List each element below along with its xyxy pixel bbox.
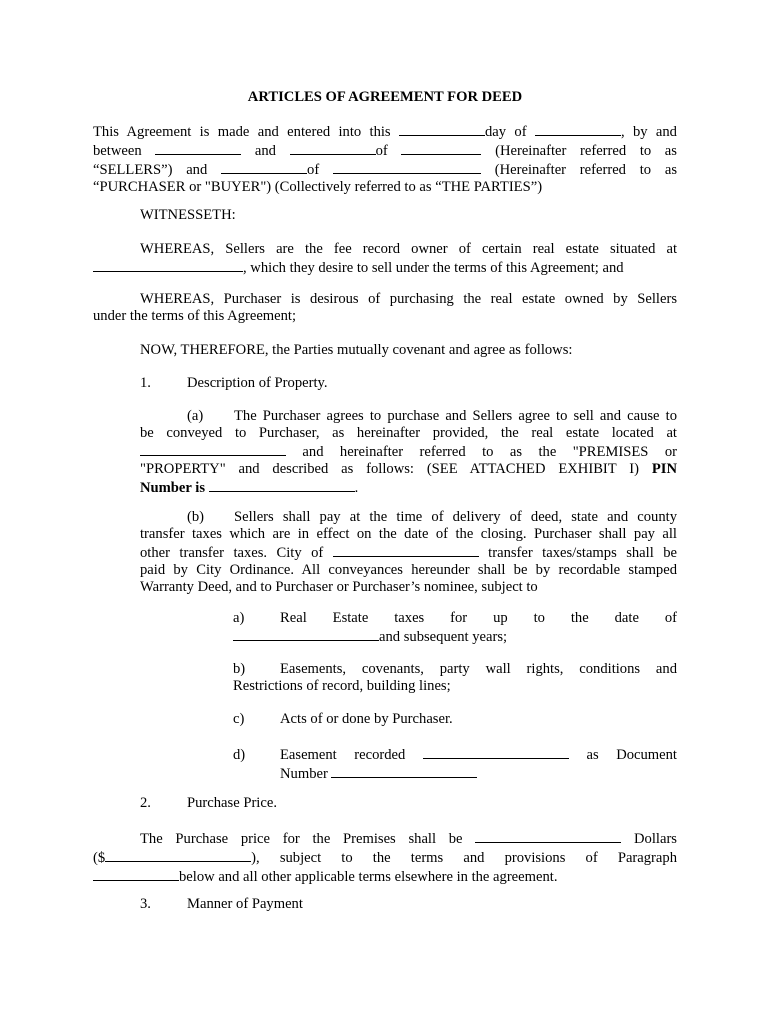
whereas-paragraph-2 (93, 291, 677, 325)
whereas-1-line-2: , which they desire to sell under the terms of this Agreement; and (93, 258, 677, 277)
whereas-paragraph-1 (93, 241, 677, 277)
paragraph-b-line-4: paid by City Ordinance. All conveyances hereunder shall be by recordable stamped (140, 562, 677, 578)
date-blank[interactable] (399, 122, 485, 136)
section-1-title: Description of Property. (187, 375, 328, 391)
subitem-a-line-2: and subsequent years; (233, 627, 677, 646)
paragraph-a-line-5: Number is . (140, 480, 359, 496)
section-1-heading (140, 375, 328, 392)
section-3-title: Manner of Payment (187, 896, 303, 912)
subitem-a-line-1: a) Real Estate taxes for up to the date of (233, 610, 677, 626)
intro-line-3: “SELLERS”) and of (Hereinafter referred to as (93, 162, 677, 178)
witnesseth-heading: WITNESSETH: (140, 207, 236, 223)
price-line-1: The Purchase price for the Premises shall be Dollars (140, 831, 677, 847)
seller-name-blank[interactable] (155, 141, 241, 155)
paragraph-a-line-1: (a) The Purchaser agrees to purchase and Sellers agree to sell and cause to (187, 408, 677, 424)
subitem-b (233, 661, 677, 695)
purchaser-name-blank[interactable] (221, 160, 307, 174)
paragraph-b-line-3: other transfer taxes. City of transfer taxes/stamps shall be (140, 545, 677, 561)
subitem-a (233, 610, 677, 646)
paragraph-b-line-1: (b) Sellers shall pay at the time of delivery of deed, state and county (187, 509, 677, 525)
paragraph-b-label: (b) (187, 509, 205, 525)
paragraph-b-line-5: Warranty Deed, and to Purchaser or Purchaser’s nominee, subject to (140, 579, 538, 595)
section-2-title: Purchase Price. (187, 795, 277, 811)
intro-line-4: “PURCHASER or "BUYER") (Collectively referred to as “THE PARTIES”) (93, 179, 543, 195)
seller-location-blank[interactable] (401, 141, 481, 155)
price-amount-blank[interactable] (105, 848, 251, 862)
subitem-a-label: a) (233, 610, 245, 626)
tax-year-blank[interactable] (233, 627, 379, 641)
paragraph-b (140, 509, 677, 596)
paragraph-a-line-4: "PROPERTY" and described as follows: (SEE ATTACHED EXHIBIT I) PIN (140, 461, 677, 477)
intro-paragraph (93, 122, 677, 196)
price-line-2: ($ ), subject to the terms and provisions of Paragraph (93, 850, 677, 866)
document-title: ARTICLES OF AGREEMENT FOR DEED (247, 89, 523, 105)
section-3-heading (140, 896, 303, 913)
subitem-d-line-1: d) Easement recorded as Document (233, 747, 677, 763)
paragraph-a-line-3: and hereinafter referred to as the "PREMISES or (140, 442, 677, 461)
paragraph-ref-blank[interactable] (93, 867, 179, 881)
price-line-3: below and all other applicable terms elsewhere in the agreement. (93, 867, 677, 886)
subitem-d-line-2: Number (233, 764, 677, 783)
purchase-price-paragraph (93, 829, 677, 886)
seller2-name-blank[interactable] (290, 141, 376, 155)
subitem-d-label: d) (233, 747, 246, 763)
section-2-number: 2. (140, 795, 151, 811)
whereas-2-line-1: WHEREAS, Purchaser is desirous of purchasing the real estate owned by Sellers (140, 291, 677, 307)
subitem-b-line-1: b) Easements, covenants, party wall rights, conditions and (233, 661, 677, 677)
paragraph-a-label: (a) (187, 408, 204, 424)
intro-line-2: between and of (Hereinafter referred to as (93, 143, 677, 159)
intro-line-1: This Agreement is made and entered into this day of , by and (93, 124, 677, 140)
section-1-number: 1. (140, 375, 151, 391)
section-3-number: 3. (140, 896, 151, 912)
premises-location-blank[interactable] (140, 442, 286, 456)
purchaser-location-blank[interactable] (333, 160, 481, 174)
subitem-b-label: b) (233, 661, 246, 677)
section-2-heading (140, 795, 277, 812)
whereas-2-line-2: under the terms of this Agreement; (93, 308, 297, 324)
paragraph-b-line-2: transfer taxes which are in effect on the date of the closing. Purchaser shall pay all (140, 526, 677, 542)
subitem-c-label: c) (233, 711, 245, 727)
city-blank[interactable] (333, 543, 479, 557)
subitem-c-text: Acts of or done by Purchaser. (280, 711, 453, 727)
paragraph-a (140, 408, 677, 497)
pin-number-blank[interactable] (209, 478, 355, 492)
whereas-1-line-1: WHEREAS, Sellers are the fee record owner of certain real estate situated at (140, 241, 677, 257)
paragraph-a-line-2: be conveyed to Purchaser, as hereinafter provided, the real estate located at (140, 425, 677, 441)
subitem-b-line-2: Restrictions of record, building lines; (233, 678, 451, 694)
now-therefore-paragraph: NOW, THEREFORE, the Parties mutually covenant and agree as follows: (140, 342, 573, 358)
document-number-blank[interactable] (331, 764, 477, 778)
subitem-c (233, 711, 453, 728)
property-location-blank[interactable] (93, 258, 243, 272)
price-words-blank[interactable] (475, 829, 621, 843)
easement-blank[interactable] (423, 745, 569, 759)
month-blank[interactable] (535, 122, 621, 136)
subitem-d (233, 745, 677, 783)
